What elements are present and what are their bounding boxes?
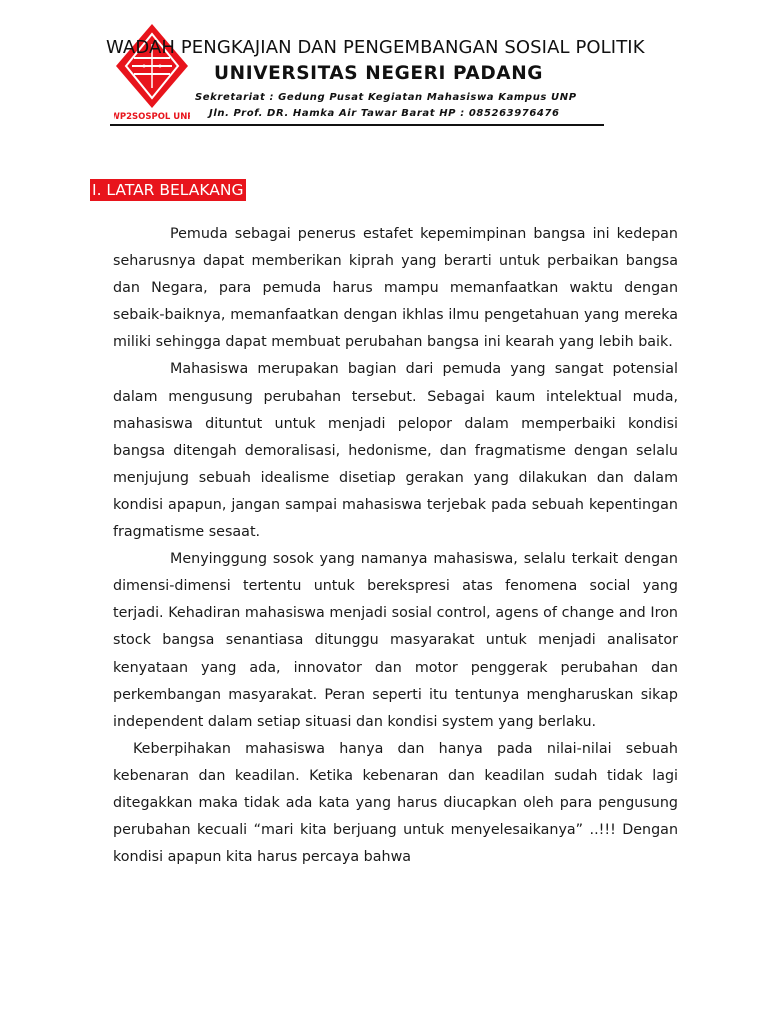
address-line: Jln. Prof. DR. Hamka Air Tawar Barat HP : 085263976476 <box>209 108 560 119</box>
secretariat-line: Sekretariat : Gedung Pusat Kegiatan Mahasiswa Kampus UNP <box>195 92 577 103</box>
paragraph-1: Pemuda sebagai penerus estafet kepemimpinan bangsa ini kedepan seharusnya dapat memberikan kiprah yang berarti untuk perbaikan bangsa dan Negara, para pemuda harus mampu memanfaatkan waktu dengan sebaik-baiknya, memanfaatkan dengan ikhlas ilmu pengetahuan yang mereka miliki sehingga dapat membuat perubahan bangsa ini kearah yang lebih baik. <box>113 226 678 351</box>
section-heading: I. LATAR BELAKANG <box>92 181 244 199</box>
organization-name: WADAH PENGKAJIAN DAN PENGEMBANGAN SOSIAL POLITIK <box>106 37 645 58</box>
university-name: UNIVERSITAS NEGERI PADANG <box>214 63 544 84</box>
paragraph-2: Mahasiswa merupakan bagian dari pemuda yang sangat potensial dalam mengusung perubahan tersebut. Sebagai kaum intelektual muda, mahasiswa dituntut untuk menjadi pelopor dalam memperbaiki kondisi bangsa ditengah demoralisasi, hedonisme, dan fragmatisme dengan selalu menjujung sebuah idealisme disetiap gerakan yang dilakukan dan dalam kondisi apapun, jangan sampai mahasiswa terjebak pada sebuah kepentingan fragmatisme sesaat. <box>113 361 678 541</box>
paragraph-3: Menyinggung sosok yang namanya mahasiswa, selalu terkait dengan dimensi-dimensi tertentu untuk berekspresi atas fenomena social yang terjadi. Kehadiran mahasiswa menjadi sosial control, agens of change and Iron stock bangsa senantiasa ditunggu masyarakat untuk menjadi analisator kenyataan yang ada, innovator dan motor penggerak perubahan dan perkembangan masyarakat. Peran seperti itu tentunya mengharuskan sikap independent dalam setiap situasi dan kondisi system yang berlaku. <box>113 551 678 730</box>
section-body <box>113 221 678 871</box>
logo-caption: WP2SOSPOL UNP <box>114 112 190 122</box>
header-divider <box>110 124 604 126</box>
paragraph-4: Keberpihakan mahasiswa hanya dan hanya pada nilai-nilai sebuah kebenaran dan keadilan. Ketika kebenaran dan keadilan sudah tidak lagi ditegakkan maka tidak ada kata yang harus diucapkan oleh para pengusung perubahan kecuali “mari kita berjuang untuk menyelesaikanya” ..!!! Dengan kondisi apapun kita harus percaya bahwa <box>113 740 678 866</box>
